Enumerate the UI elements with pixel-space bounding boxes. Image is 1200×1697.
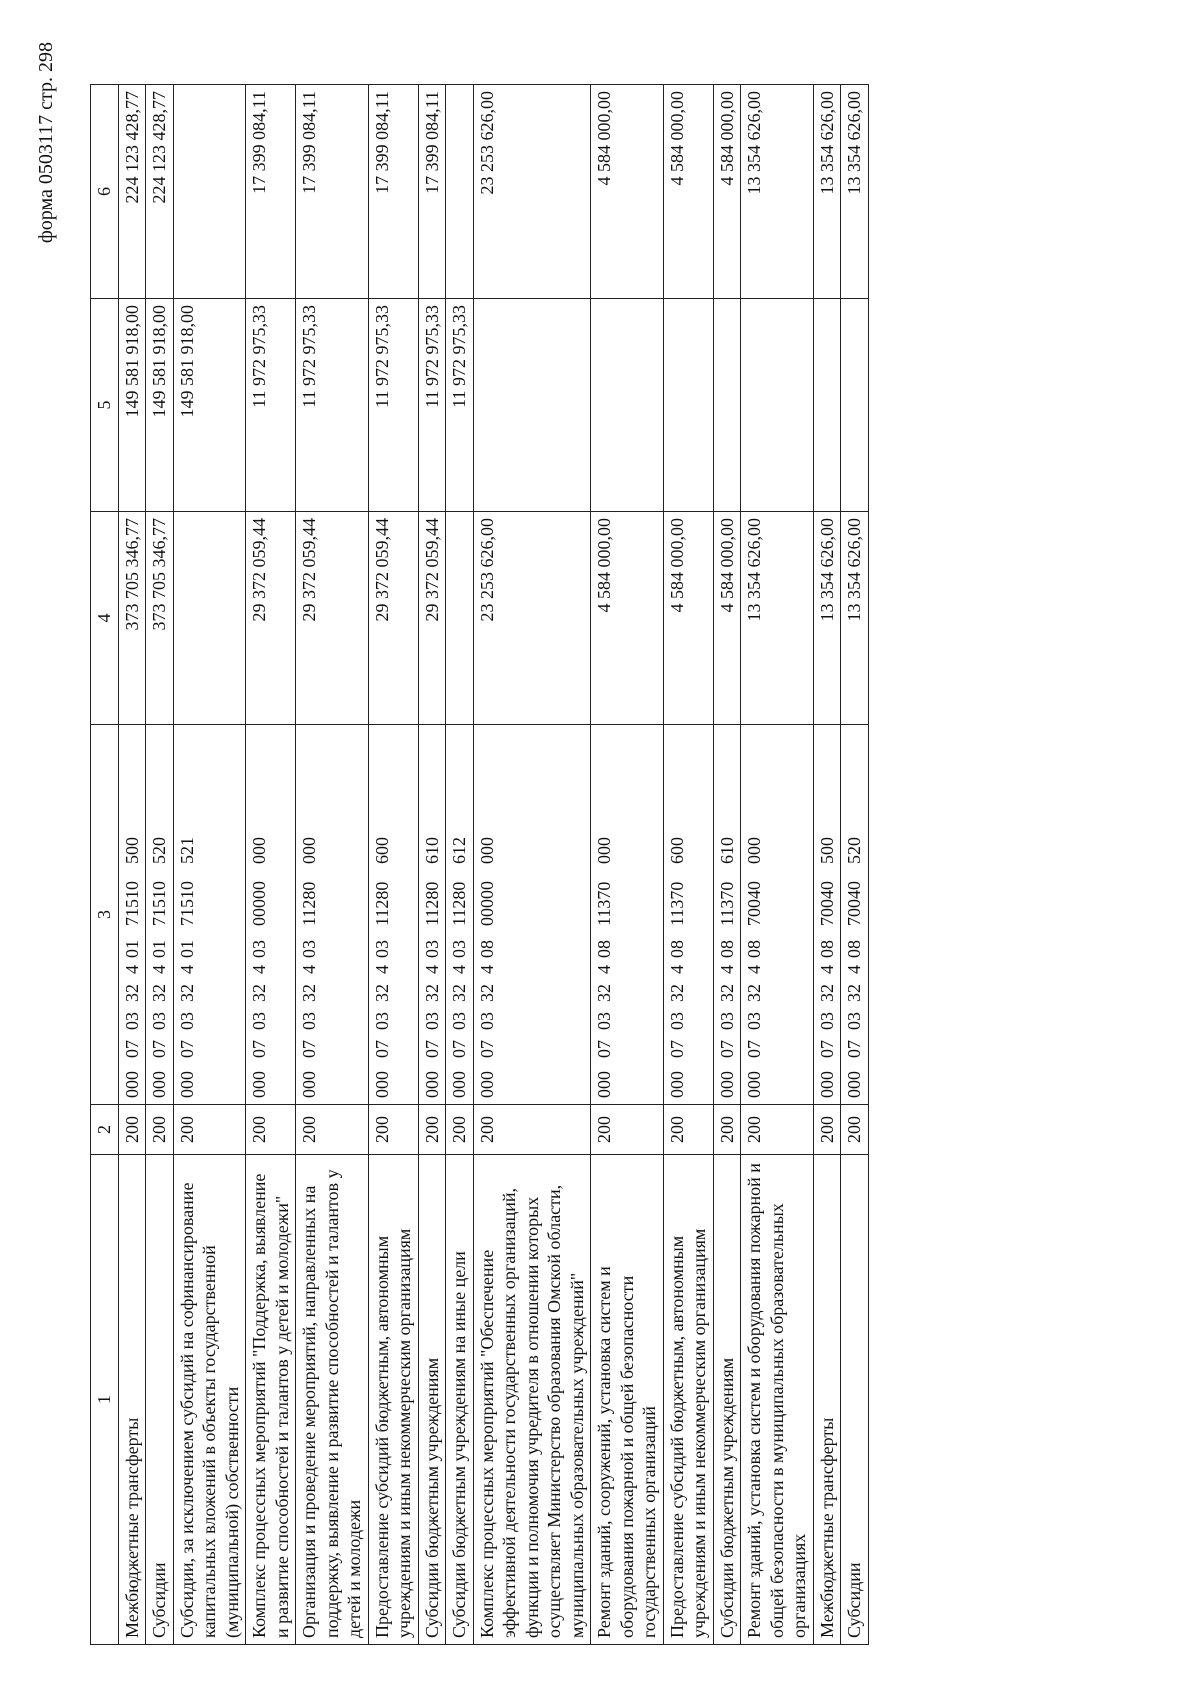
column-header: 2 — [91, 1105, 119, 1155]
code-part: 4 — [476, 965, 497, 974]
row-name: Ремонт зданий, сооружений, установка систем и оборудования пожарной и общей безопасности государственных организаций — [591, 1155, 664, 1645]
table-row — [173, 85, 246, 1645]
code-part: 32 — [816, 984, 837, 1002]
table-row — [591, 85, 664, 1645]
code-part: 07 — [816, 1040, 837, 1058]
code-part: 07 — [249, 1040, 269, 1058]
code-part: 000 — [421, 1071, 442, 1098]
code-part: 500 — [121, 837, 142, 864]
row-name: Межбюджетные трансферты — [813, 1155, 841, 1645]
row-name: Межбюджетные трансферты — [118, 1155, 146, 1645]
code-part: 00000 — [476, 881, 497, 926]
code-part: 03 — [149, 1012, 169, 1030]
row-name: Субсидии — [841, 1155, 869, 1645]
code-part: 03 — [299, 1012, 319, 1030]
code-part: 07 — [844, 1040, 864, 1058]
row-executed — [741, 299, 814, 512]
code-part: 32 — [744, 984, 764, 1002]
row-executed: 11 972 975,33 — [446, 299, 474, 512]
row-executed: 11 972 975,33 — [296, 299, 369, 512]
code-part: 08 — [666, 940, 687, 958]
code-part: 000 — [371, 1071, 392, 1098]
row-name: Субсидии, за исключением субсидий на софинансирование капитальных вложений в объекты государственной (муниципальной) собственности — [173, 1155, 246, 1645]
row-approved: 29 372 059,44 — [296, 512, 369, 725]
code-part: 000 — [249, 837, 269, 864]
code-part: 08 — [744, 940, 764, 958]
code-part: 70040 — [844, 881, 864, 926]
code-part: 08 — [594, 940, 614, 958]
code-part: 08 — [844, 940, 864, 958]
row-executed — [841, 299, 869, 512]
table-row — [418, 85, 446, 1645]
code-part: 07 — [744, 1040, 764, 1058]
code-part: 01 — [149, 940, 169, 958]
row-executed — [713, 299, 741, 512]
code-part: 08 — [716, 940, 737, 958]
code-part: 11280 — [299, 881, 319, 926]
column-header: 5 — [91, 299, 119, 512]
code-part: 32 — [476, 984, 497, 1002]
row-budget-code — [246, 725, 296, 1105]
row-executed — [473, 299, 591, 512]
row-approved: 29 372 059,44 — [246, 512, 296, 725]
row-approved: 373 705 346,77 — [118, 512, 146, 725]
code-part: 000 — [476, 837, 497, 864]
row-name: Субсидии бюджетным учреждениям — [418, 1155, 446, 1645]
row-executed: 149 581 918,00 — [118, 299, 146, 512]
code-part: 000 — [449, 1071, 469, 1098]
row-budget-code — [146, 725, 174, 1105]
column-header: 6 — [91, 85, 119, 299]
code-part: 00000 — [249, 881, 269, 926]
row-name: Организация и проведение мероприятий, направленных на поддержку, выявление и развитие способностей и талантов у детей и молодежи — [296, 1155, 369, 1645]
row-unexecuted: 4 584 000,00 — [713, 85, 741, 299]
code-part: 4 — [816, 965, 837, 974]
code-part: 32 — [844, 984, 864, 1002]
row-line-code: 200 — [418, 1105, 446, 1155]
code-part: 000 — [844, 1071, 864, 1098]
row-line-code: 200 — [446, 1105, 474, 1155]
code-part: 03 — [744, 1012, 764, 1030]
row-unexecuted: 13 354 626,00 — [813, 85, 841, 299]
code-part: 32 — [176, 984, 197, 1002]
code-part: 600 — [371, 837, 392, 864]
code-part: 4 — [149, 965, 169, 974]
code-part: 71510 — [176, 881, 197, 926]
table-row — [841, 85, 869, 1645]
row-executed: 149 581 918,00 — [146, 299, 174, 512]
table-row — [118, 85, 146, 1645]
row-unexecuted: 224 123 428,77 — [118, 85, 146, 299]
code-part: 03 — [816, 1012, 837, 1030]
code-part: 32 — [449, 984, 469, 1002]
table-row — [813, 85, 841, 1645]
row-budget-code — [813, 725, 841, 1105]
code-part: 11280 — [421, 881, 442, 926]
row-line-code: 200 — [118, 1105, 146, 1155]
row-budget-code — [118, 725, 146, 1105]
row-approved: 373 705 346,77 — [146, 512, 174, 725]
row-budget-code — [368, 725, 418, 1105]
code-part: 32 — [716, 984, 737, 1002]
row-budget-code — [473, 725, 591, 1105]
code-part: 08 — [816, 940, 837, 958]
row-approved: 29 372 059,44 — [418, 512, 446, 725]
row-name: Ремонт зданий, установка систем и оборудования пожарной и общей безопасности в муниципальных образовательных организациях — [741, 1155, 814, 1645]
row-budget-code — [418, 725, 446, 1105]
code-part: 4 — [449, 965, 469, 974]
code-part: 07 — [716, 1040, 737, 1058]
code-part: 07 — [121, 1040, 142, 1058]
row-line-code: 200 — [368, 1105, 418, 1155]
row-approved: 4 584 000,00 — [713, 512, 741, 725]
table-body — [118, 85, 868, 1645]
row-approved — [446, 512, 474, 725]
row-budget-code — [591, 725, 664, 1105]
row-name: Комплекс процессных мероприятий "Поддержка, выявление и развитие способностей и талантов у детей и молодежи" — [246, 1155, 296, 1645]
code-part: 600 — [666, 837, 687, 864]
code-part: 03 — [716, 1012, 737, 1030]
code-part: 000 — [816, 1071, 837, 1098]
row-approved: 4 584 000,00 — [663, 512, 713, 725]
code-part: 000 — [176, 1071, 197, 1098]
code-part: 500 — [816, 837, 837, 864]
row-line-code: 200 — [591, 1105, 664, 1155]
code-part: 03 — [121, 1012, 142, 1030]
code-part: 4 — [371, 965, 392, 974]
table-row — [296, 85, 369, 1645]
code-part: 03 — [449, 1012, 469, 1030]
row-approved: 4 584 000,00 — [591, 512, 664, 725]
row-unexecuted: 17 399 084,11 — [368, 85, 418, 299]
code-part: 000 — [594, 1071, 614, 1098]
code-part: 000 — [121, 1071, 142, 1098]
code-part: 03 — [844, 1012, 864, 1030]
code-part: 11370 — [594, 881, 614, 926]
table-row — [446, 85, 474, 1645]
row-executed: 149 581 918,00 — [173, 299, 246, 512]
code-part: 08 — [476, 940, 497, 958]
row-line-code: 200 — [173, 1105, 246, 1155]
row-line-code: 200 — [246, 1105, 296, 1155]
code-part: 07 — [594, 1040, 614, 1058]
code-part: 03 — [666, 1012, 687, 1030]
code-part: 11280 — [449, 881, 469, 926]
code-part: 07 — [299, 1040, 319, 1058]
row-unexecuted: 17 399 084,11 — [246, 85, 296, 299]
row-name: Предоставление субсидий бюджетным, автономным учреждениям и иным некоммерческим организациям — [663, 1155, 713, 1645]
code-part: 71510 — [121, 881, 142, 926]
row-unexecuted: 13 354 626,00 — [741, 85, 814, 299]
table-row — [473, 85, 591, 1645]
row-budget-code — [663, 725, 713, 1105]
column-header: 1 — [91, 1155, 119, 1645]
code-part: 70040 — [744, 881, 764, 926]
row-approved: 29 372 059,44 — [368, 512, 418, 725]
row-unexecuted: 13 354 626,00 — [841, 85, 869, 299]
code-part: 610 — [421, 837, 442, 864]
row-line-code: 200 — [813, 1105, 841, 1155]
code-part: 000 — [744, 837, 764, 864]
code-part: 03 — [176, 1012, 197, 1030]
code-part: 32 — [299, 984, 319, 1002]
code-part: 000 — [299, 1071, 319, 1098]
row-executed — [591, 299, 664, 512]
row-executed: 11 972 975,33 — [368, 299, 418, 512]
row-budget-code — [446, 725, 474, 1105]
code-part: 03 — [249, 940, 269, 958]
row-unexecuted: 4 584 000,00 — [663, 85, 713, 299]
form-header: форма 0503117 стр. 298 — [35, 42, 57, 244]
row-budget-code — [713, 725, 741, 1105]
table-row — [368, 85, 418, 1645]
row-unexecuted — [173, 85, 246, 299]
code-part: 32 — [666, 984, 687, 1002]
code-part: 11370 — [666, 881, 687, 926]
row-name: Субсидии бюджетным учреждениям на иные цели — [446, 1155, 474, 1645]
code-part: 4 — [666, 965, 687, 974]
table-row — [713, 85, 741, 1645]
row-approved: 13 354 626,00 — [813, 512, 841, 725]
row-unexecuted: 224 123 428,77 — [146, 85, 174, 299]
code-part: 07 — [449, 1040, 469, 1058]
code-part: 03 — [371, 940, 392, 958]
code-part: 03 — [449, 940, 469, 958]
code-part: 03 — [476, 1012, 497, 1030]
table-row — [246, 85, 296, 1645]
code-part: 4 — [176, 965, 197, 974]
row-name: Предоставление субсидий бюджетным, автономным учреждениям и иным некоммерческим организациям — [368, 1155, 418, 1645]
code-part: 07 — [476, 1040, 497, 1058]
code-part: 07 — [371, 1040, 392, 1058]
budget-table — [90, 84, 869, 1645]
code-part: 32 — [121, 984, 142, 1002]
code-part: 11280 — [371, 881, 392, 926]
code-part: 520 — [844, 837, 864, 864]
code-part: 000 — [476, 1071, 497, 1098]
column-header: 3 — [91, 725, 119, 1105]
code-part: 4 — [594, 965, 614, 974]
code-part: 4 — [844, 965, 864, 974]
row-budget-code — [841, 725, 869, 1105]
code-part: 4 — [421, 965, 442, 974]
code-part: 000 — [666, 1071, 687, 1098]
row-unexecuted — [446, 85, 474, 299]
row-approved: 23 253 626,00 — [473, 512, 591, 725]
code-part: 07 — [176, 1040, 197, 1058]
row-name: Субсидии — [146, 1155, 174, 1645]
code-part: 4 — [716, 965, 737, 974]
row-line-code: 200 — [841, 1105, 869, 1155]
code-part: 03 — [249, 1012, 269, 1030]
code-part: 32 — [371, 984, 392, 1002]
row-line-code: 200 — [296, 1105, 369, 1155]
row-unexecuted: 17 399 084,11 — [418, 85, 446, 299]
code-part: 11370 — [716, 881, 737, 926]
code-part: 70040 — [816, 881, 837, 926]
row-line-code: 200 — [473, 1105, 591, 1155]
code-part: 520 — [149, 837, 169, 864]
code-part: 07 — [666, 1040, 687, 1058]
row-executed — [813, 299, 841, 512]
row-budget-code — [173, 725, 246, 1105]
code-part: 01 — [176, 940, 197, 958]
code-part: 612 — [449, 837, 469, 864]
table-row — [146, 85, 174, 1645]
code-part: 32 — [594, 984, 614, 1002]
code-part: 000 — [249, 1071, 269, 1098]
code-part: 000 — [594, 837, 614, 864]
code-part: 03 — [594, 1012, 614, 1030]
row-line-code: 200 — [713, 1105, 741, 1155]
code-part: 03 — [421, 1012, 442, 1030]
code-part: 01 — [121, 940, 142, 958]
row-approved: 13 354 626,00 — [741, 512, 814, 725]
code-part: 03 — [299, 940, 319, 958]
row-line-code: 200 — [663, 1105, 713, 1155]
code-part: 610 — [716, 837, 737, 864]
code-part: 4 — [744, 965, 764, 974]
code-part: 4 — [121, 965, 142, 974]
row-unexecuted: 17 399 084,11 — [296, 85, 369, 299]
header-row — [91, 85, 119, 1645]
table-row — [741, 85, 814, 1645]
code-part: 03 — [421, 940, 442, 958]
row-name: Субсидии бюджетным учреждениям — [713, 1155, 741, 1645]
row-unexecuted: 4 584 000,00 — [591, 85, 664, 299]
code-part: 000 — [744, 1071, 764, 1098]
code-part: 07 — [149, 1040, 169, 1058]
code-part: 07 — [421, 1040, 442, 1058]
row-approved — [173, 512, 246, 725]
row-name: Комплекс процессных мероприятий "Обеспечение эффективной деятельности государственных организаций, функции и полномочия учредителя в отношении которых осуществляет Министерство образования Омской области, муниципальных образовательных учреждений" — [473, 1155, 591, 1645]
code-part: 32 — [421, 984, 442, 1002]
row-budget-code — [296, 725, 369, 1105]
code-part: 32 — [149, 984, 169, 1002]
code-part: 000 — [149, 1071, 169, 1098]
code-part: 03 — [371, 1012, 392, 1030]
row-unexecuted: 23 253 626,00 — [473, 85, 591, 299]
row-executed: 11 972 975,33 — [418, 299, 446, 512]
code-part: 521 — [176, 837, 197, 864]
row-budget-code — [741, 725, 814, 1105]
row-executed: 11 972 975,33 — [246, 299, 296, 512]
row-line-code: 200 — [146, 1105, 174, 1155]
code-part: 000 — [716, 1071, 737, 1098]
code-part: 000 — [299, 837, 319, 864]
row-approved: 13 354 626,00 — [841, 512, 869, 725]
row-executed — [663, 299, 713, 512]
code-part: 4 — [249, 965, 269, 974]
table-row — [663, 85, 713, 1645]
row-line-code: 200 — [741, 1105, 814, 1155]
code-part: 4 — [299, 965, 319, 974]
code-part: 71510 — [149, 881, 169, 926]
code-part: 32 — [249, 984, 269, 1002]
column-header: 4 — [91, 512, 119, 725]
